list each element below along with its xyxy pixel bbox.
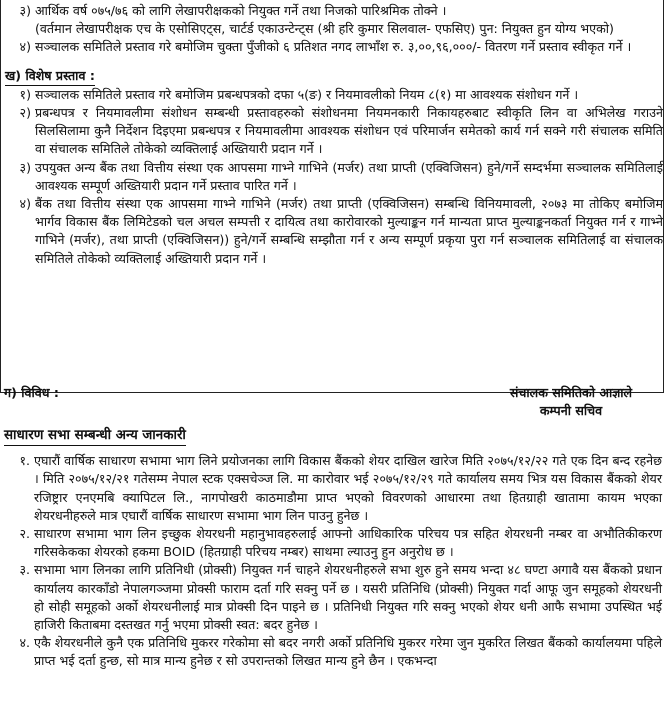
item-number: १): [19, 86, 31, 102]
info-item: [0, 452, 662, 525]
item-number: २): [19, 105, 31, 121]
item-text: सञ्चालक समितिले प्रस्ताव गरे बमोजिम चुक्ता पुँजीको ६ प्रतिशत नगद लाभाँश रु. ३,००,९६,०००/- वितरण गर्ने प्रस्ताव स्वीकृत गर्ने ।: [35, 39, 632, 55]
item-text: (वर्तमान लेखापरीक्षक एच के एसोसिएट्स, चार्टर्ड एकाउन्टेन्ट्स (श्री हरि कुमार सिलवाल- एफसिए) पुन: नियुक्त हुन योग्य भएको): [35, 21, 614, 37]
item-text: बैंक तथा वित्तीय संस्था एक आपसमा गाभ्ने गाभिने (मर्जर) तथा प्राप्ती (एक्विजिसन) सम्बन्धि विनियमावली, २०७३ मा तोकिए बमोजिम भार्गव विकास बैंक लिमिटेडको चल अचल सम्पत्ती र दायित्व तथा कारोवारको मुल्याङ्कन गर्न मान्यता प्राप्त मुल्याङ्कनकर्ता नियुक्त गर्न र गाभ्ने गाभिने (मर्जर), तथा प्राप्ती (एक्विजिसन)) हुने/गर्ने सम्बन्धि सम्झौता गर्न र अन्य सम्पूर्ण प्रकृया पुरा गर्न सञ्चालक समितिलाई वा संचालक समितिले तोकेको व्यक्तिलाई अख्तियारी प्रदान गर्ने ।: [35, 196, 663, 266]
agenda-item-note: [1, 20, 663, 38]
info-item: [0, 561, 662, 634]
item-number: [1, 20, 35, 38]
item-number: १.: [19, 453, 30, 469]
item-number: ३.: [19, 562, 30, 578]
info-item: [0, 634, 662, 670]
item-text: प्रबन्धपत्र र नियमावलीमा संशोधन सम्बन्धी प्रस्तावहरुको संशोधनमा नियमनकारी निकायहरुबाट स्वीकृति लिन वा अभिलेख गराउने सिलसिलामा कुनै निर्देशन दिइएमा प्रबन्धपत्र र नियमावलीमा आवश्यक संशोधन एवं परिमार्जन समेतको कार्य गर्न सक्ने गरी संचालक समिति वा संचालक समितिले तोकेको व्यक्तिलाई अख्तियारी प्रदान गर्ने ।: [35, 105, 663, 157]
other-info-section: [0, 427, 662, 671]
item-text: साधारण सभामा भाग लिन इच्छुक शेयरधनी महानुभावहरुलाई आफ्नो आधिकारिक परिचय पत्र सहित शेयरधनी नम्बर वा अभौतिकीकरण गरिसकेकका शेयरको हकमा BOID (हितग्राही परिचय नम्बर) साथमा ल्याउनु हुन अनुरोध छ ।: [34, 526, 662, 560]
signature-line-1: संचालक समितिको आज्ञाले: [509, 385, 633, 400]
section-heading: साधारण सभा सम्बन्धी अन्य जानकारी: [0, 427, 662, 446]
item-number: ३): [19, 159, 31, 175]
item-number: ३): [19, 3, 31, 18]
item-text: एकै शेयरधनीले कुनै एक प्रतिनिधि मुकरर गरेकोमा सो बदर नगरी अर्को प्रतिनिधि मुकरर गरेमा जुन मुकरित लिखत बैंकको कार्यालयमा पहिले प्राप्त भई दर्ता हुन्छ, सो मात्र मान्य हुनेछ र सो उपरान्तको लिखत मान्य हुने छैन । एकभन्दा: [34, 635, 662, 669]
special-item: [1, 195, 663, 268]
item-number: ४): [19, 39, 31, 55]
signature-block: [486, 384, 656, 420]
special-proposals-section: [1, 67, 663, 268]
misc-heading: ग) विविध :: [4, 385, 59, 400]
item-number: २.: [19, 526, 30, 542]
agenda-item: [1, 38, 663, 56]
item-number: ४.: [19, 635, 30, 651]
item-text: सभामा भाग लिनका लागि प्रतिनिधी (प्रोक्सी) नियुक्त गर्न चाहने शेयरधनीहरुले सभा शुरु हुने समय भन्दा ४८ घण्टा अगावै यस बैंकको प्रधान कार्यालय कारकाँडो नेपालगञ्जमा प्रोक्सी फाराम दर्ता गरि सक्नु पर्ने छ । यसरी प्रतिनिधि (प्रोक्सी) नियुक्त गर्दा आफू जुन समूहको शेयरधनी हो सोही समूहको अर्को शेयरधनीलाई मात्र प्रोक्सी दिन पाइने छ । प्रतिनिधी नियुक्त गरि सक्नु भएको शेयर धनी आफै सभामा उपस्थित भई हाजिरी किताबमा दस्तखत गर्नु भएमा प्रोक्सी स्वत: बदर हुनेछ ।: [34, 562, 662, 633]
item-number: ४): [19, 196, 31, 212]
info-item: [0, 525, 662, 561]
item-text: सञ्चालक समितिले प्रस्ताव गरे बमोजिम प्रबन्धपत्रको दफा ५(ङ) र नियमावलीको नियम ८(१) मा आवश्यक संशोधन गर्ने ।: [35, 86, 579, 102]
special-item: [1, 86, 663, 104]
special-item: [1, 104, 663, 159]
item-text: उपयुक्त अन्य बैंक तथा वित्तीय संस्था एक आपसमा गाभ्ने गाभिने (मर्जर) तथा प्राप्ती (एक्विजिसन) हुने/गर्ने सम्दर्भमा सञ्चालक समितिलाई आवश्यक सम्पूर्ण अख्तियारी प्रदान गर्ने प्रस्ताव पारित गर्ने ।: [35, 159, 663, 193]
signature-line-2: कम्पनी सचिव: [539, 403, 603, 419]
section-heading: ख) विशेष प्रस्ताव :: [1, 67, 663, 86]
item-text: आर्थिक वर्ष ०७५/७६ को लागि लेखापरीक्षकको नियुक्त गर्ने तथा निजको पारिश्रमिक तोक्ने ।: [35, 3, 447, 18]
agenda-item: [1, 2, 663, 20]
special-item: [1, 159, 663, 195]
item-text: एघारौं वार्षिक साधारण सभामा भाग लिने प्रयोजनका लागि विकास बैंकको शेयर दाखिल खारेज मिति २०७५/१२/२२ गते एक दिन बन्द रहनेछ । मिति २०७५/१२/२१ गतेसम्म नेपाल स्टक एक्सचेञ्ज लि. मा कारोवार भई २०७५/१२/२९ गते कार्यालय समय भित्र यस विकास बैंकको शेयर रजिष्ट्रार एनएमबि क्यापिटल लि., नागपोखरी काठमाडौमा प्राप्त भएको विवरणको आधारमा तथा हितग्राही खातामा कायम भएका शेयरधनीहरुले मात्र एघारौं वार्षिक साधारण सभामा भाग लिन पाउनु हुनेछ ।: [34, 453, 662, 523]
